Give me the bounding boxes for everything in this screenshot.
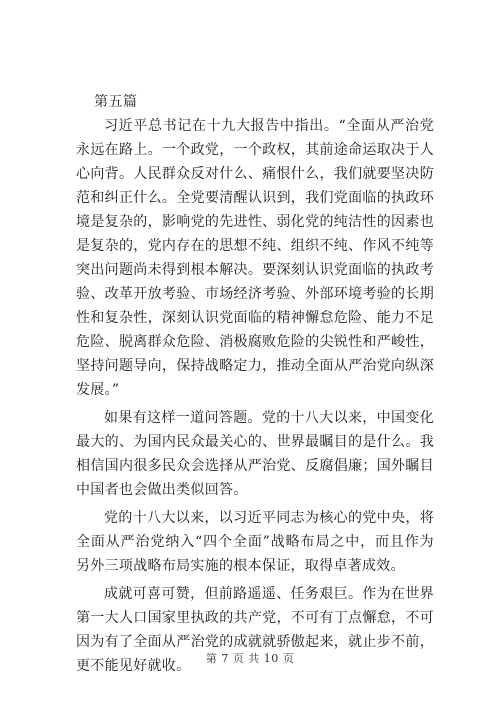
paragraph-3: 党的十八大以来，以习近平同志为核心的党中央，将全面从严治党纳入“四个全面”战略布局之中，而且作为另外三项战略布局实施的根本保证，取得卓著成效。 [76,510,434,574]
paragraph-2: 如果有这样一道问答题。党的十八大以来，中国变化最大的、为国内民众最关心的、世界最瞩目的是什么。我相信国内很多民众会选择从严治党、反腐倡廉；国外瞩目中国者也会做出类似回答。 [76,410,434,498]
page-number-footer: 第 7 页 共 10 页 [205,652,295,665]
paragraph-1: 习近平总书记在十九大报告中指出。“全面从严治党永远在路上。一个政党，一个政权，其前途命运取决于人心向背。人民群众反对什么、痛恨什么，我们就要坚决防范和纠正什么。全党要清醒认识到，我们党面临的执政环境是复杂的，影响党的先进性、弱化党的纯洁性的因素也是复杂的，党内存在的思想不纯、组织不纯、作风不纯等突出问题尚未得到根本解决。要深刻认识党面临的执政考验、改革开放考验、市场经济考验、外部环境考验的长期性和复杂性，深刻认识党面临的精神懈怠危险、能力不足危险、脱离群众危险、消极腐败危险的尖锐性和严峻性，坚持问题导向，保持战略定力，推动全面从严治党向纵深发展。” [76,118,434,398]
document-body [76,90,434,682]
section-heading: 第五篇 [94,94,138,110]
paragraph-4: 成就可喜可赞，但前路遥遥、任务艰巨。作为在世界第一大人口国家里执政的共产党，不可有丁点懈怠，不可因为有了全面从严治党的成就就骄傲起来，就止步不前，更不能见好就收。 [76,586,434,674]
